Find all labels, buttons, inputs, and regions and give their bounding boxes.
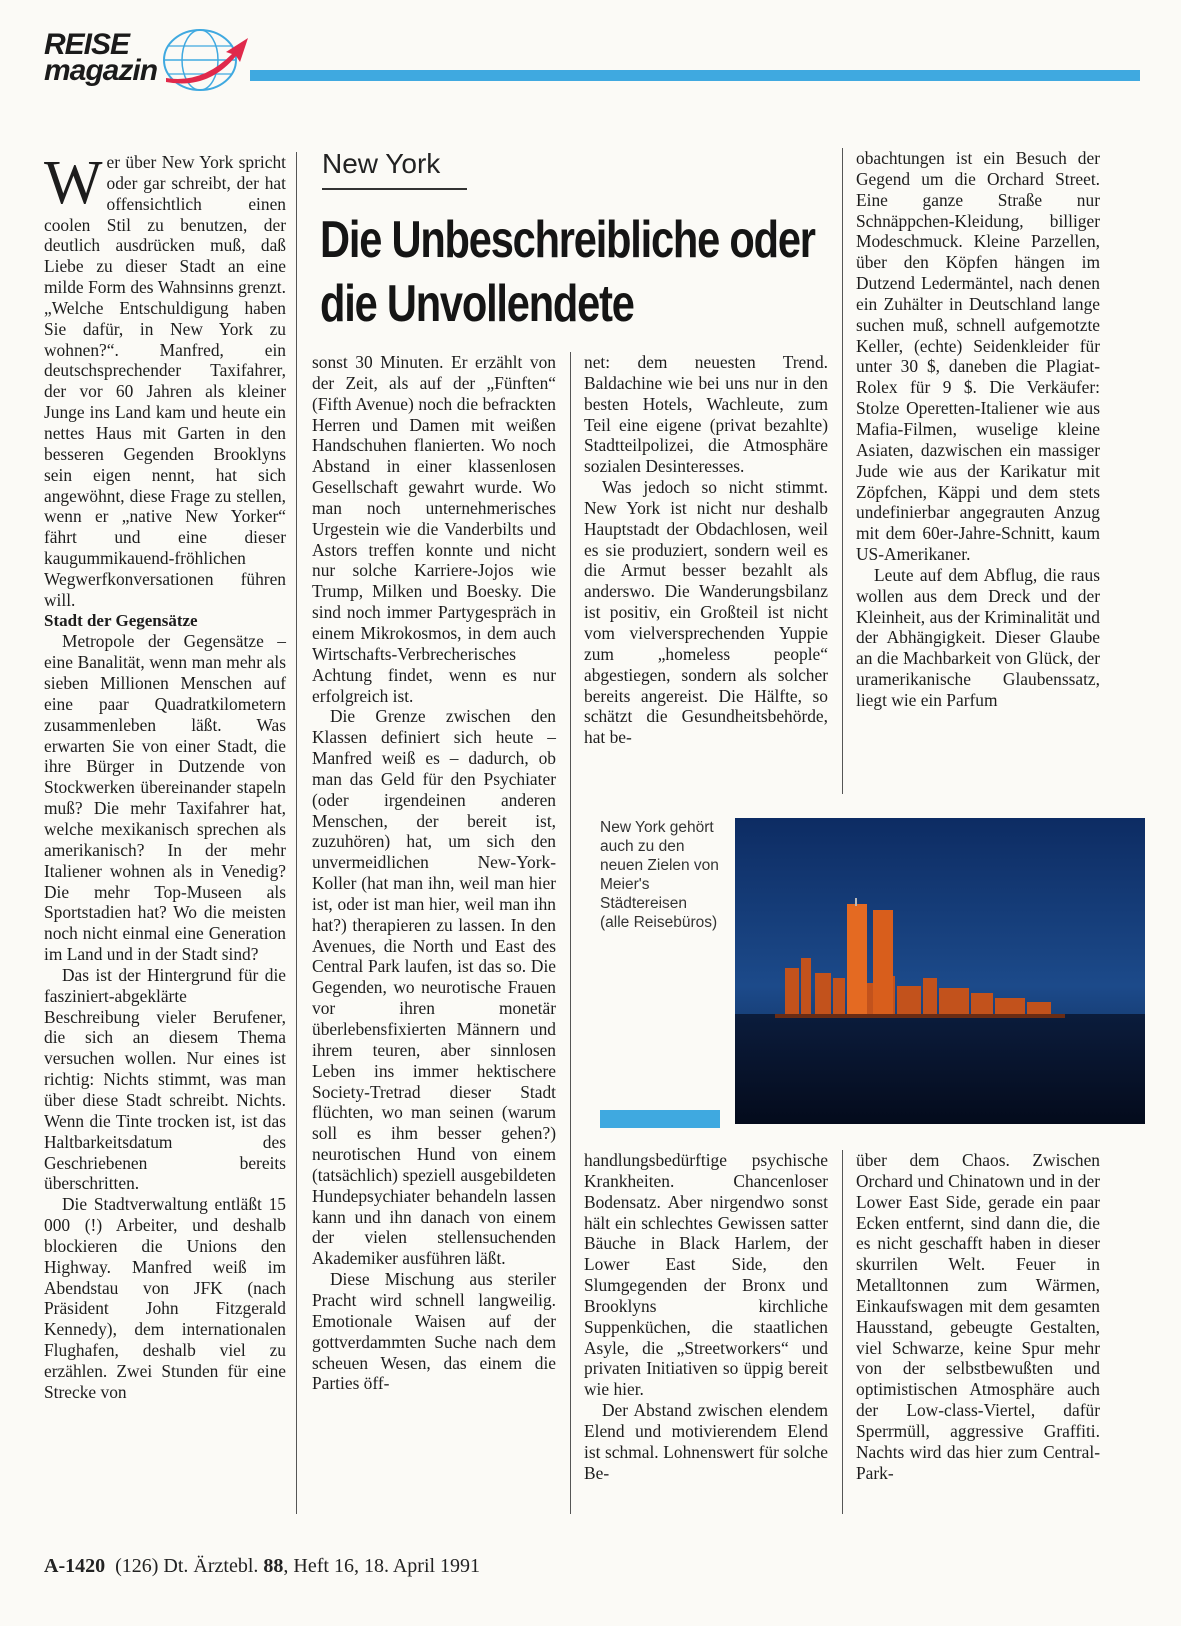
page-footer	[44, 1555, 480, 1578]
paragraph: Die Stadtverwaltung entläßt 15 000 (!) Arbeiter, und deshalb blockieren die Unions den Highway. Manfred weiß im Abendstau von JFK (nach Präsident John Fitzgerald Kennedy), dem internationalen Flughafen, deshalb viel zu erzählen. Zwei Stunden für eine Strecke von	[44, 1194, 286, 1402]
paragraph: Was jedoch so nicht stimmt. New York ist nicht nur deshalb Hauptstadt der Obdachlosen, weil es sie produziert, sondern weil es die Armut besser bezahlt als anderswo. Die Wanderungsbilanz ist positiv, ein Großteil ist nicht vom vielversprechenden Yuppie zum „homeless people“ abgestiegen, sondern als solcher bereits angereist. Die Hälfte, so schätzt die Gesundheitsbehörde, hat be-	[584, 477, 828, 748]
drop-cap: W	[44, 149, 103, 217]
paragraph: Metropole der Gegensätze – eine Banalität, wenn man mehr als sieben Millionen Menschen auf eine paar Quadratkilometern zusammenleben läßt. Was erwarten Sie von einer Stadt, die ihre Bürger in Dutzende von Stockwerken übereinander stapeln muß? Die mehr Taxifahrer hat, welche mexikanisch sprechen als amerikanisch? In der mehr Italiener wohnen als in Venedig? Die mehr Top-Museen als Sportstadien hat? Wo die meisten noch nicht einmal eine Generation im Land und in der Stadt sind?	[44, 631, 286, 965]
paragraph: Der Abstand zwischen elendem Elend und motivierendem Elend ist schmal. Lohnenswert für solche Be-	[584, 1400, 828, 1483]
footer-issue: , Heft 16, 18. April 1991	[283, 1555, 481, 1577]
column-divider	[296, 152, 297, 1514]
intro-paragraph: Wer über New York spricht oder gar schreibt, der hat offensichtlich einen coolen Stil zu benutzen, der deutlich ausdrücken muß, daß Liebe zu dieser Stadt an eine milde Form des Wahnsinns grenzt. „Welche Entschuldigung haben Sie dafür, in New York zu wohnen?“. Manfred, ein deutschsprechender Taxifahrer, der vor 60 Jahren als kleiner Junge ins Land kam und heute ein nettes Haus mit Garten in den besseren Gegenden Brooklyns sein eigen nennt, hat sich angewöhnt, diese Frage zu stellen, wenn er „native New Yorker“ fährt und eine dieser kaugummikauend-fröhlichen Wegwerfkonversationen führen will.	[44, 149, 286, 610]
kicker-underline	[322, 188, 467, 190]
caption-bar	[600, 1110, 720, 1128]
footer-journal: (126) Dt. Ärztebl.	[115, 1555, 259, 1577]
paragraph: Leute auf dem Abflug, die raus wollen aus dem Dreck und der Kleinheit, aus der Kriminalität und der Abhängigkeit. Dieser Glaube an die Machbarkeit von Glück, der uramerikanische Glaubenssatz, liegt wie ein Parfum	[856, 564, 1100, 710]
photo-caption: New York gehört auch zu den neuen Zielen von Meier's Städtereisen (alle Reisebüros)	[600, 819, 719, 931]
paragraph: über dem Chaos. Zwischen Orchard und Chinatown und in der Lower East Side, gerade ein paar Ecken entfernt, sind dann die, die es nicht geschafft haben in dieser skurrilen Welt. Feuer in Metalltonnen zum Wärmen, Einkaufswagen mit dem gesamten Hausstand, gebeugte Gestalten, viel Schwarze, keine Spur mehr von der selbstbewußten und optimistischen Atmosphäre auch der Low-class-Viertel, dafür Sperrmüll, aggressive Graffiti. Nachts wird das hier zum Central-Park-	[856, 1150, 1100, 1483]
logo-line-2: magazin	[44, 54, 158, 87]
footer-volume: 88	[263, 1555, 284, 1577]
paragraph: handlungsbedürftige psychische Krankheiten. Chancenloser Bodensatz. Aber nirgendwo sonst hält ein schlechtes Gewissen satter Bäuche in Black Harlem, der Lower East Side, den Slumgegenden der Bronx und Brooklyns kirchliche Suppenküchen, die staatlichen Asyle, die „Streetworkers“ und privaten Initiativen so üppig bereit wie hier.	[584, 1150, 828, 1400]
column-2	[312, 352, 556, 1394]
column-3-top	[584, 352, 828, 748]
logo-line-1: REISE	[44, 28, 130, 61]
globe-icon	[152, 24, 262, 96]
reise-magazin-logo	[44, 24, 259, 96]
new-york-skyline-photo	[735, 818, 1145, 1124]
paragraph: Das ist der Hintergrund für die fasziniert-abgeklärte Beschreibung vieler Berufener, die sich an diesem Thema versuchen wollen. Nur eines ist richtig: Nichts stimmt, was man über diese Stadt schreibt. Nichts. Wenn die Tinte trocken ist, ist das Haltbarkeitsdatum des Geschriebenen bereits überschritten.	[44, 964, 286, 1194]
paragraph: sonst 30 Minuten. Er erzählt von der Zeit, als auf der „Fünften“ (Fifth Avenue) noch die befrackten Herren und Damen mit weißen Handschuhen flanierten. Wo noch Abstand in einer klassenlosen Gesellschaft gewahrt wurde. Wo man noch unternehmerisches Urgestein wie die Vanderbilts und Astors treffen konnte und nicht nur solche Karriere-Jojos wie Trump, Milken und Boesky. Die sind noch immer Partygespräch in einem Mikrokosmos, in dem auch Wirtschafts-Verbrecherisches Achtung findet, wenn es nur erfolgreich ist.	[312, 352, 556, 706]
paragraph: Die Grenze zwischen den Klassen definiert sich heute – Manfred weiß es – dadurch, ob man das Geld für den Psychiater (oder irgendeinen anderen Menschen, der bereit ist, zuzuhören) hat, um sich den unvermeidlichen New-York-Koller (hat man ihn, weil man hier ist, oder ist man hier, weil man ihn hat?) therapieren zu lassen. In den Avenues, die North und East des Central Park laufen, ist das so. Die Gegenden, wo neurotische Frauen vor ihren monetär überlebensfixierten Männern und ihrem teuren, aber sinnlosen Leben ins immer hektischere Society-Tretrad dieser Stadt flüchten, wo man seinen (warum soll es ihm besser gehen?) neurotischen Hund von einem (tatsächlich) speziell ausgebildeten Hundepsychiater behandeln lassen kann und ihn danach von einem der vielen stellensuchenden Akademiker ausführen läßt.	[312, 706, 556, 1269]
column-1	[44, 149, 286, 1403]
article-kicker: New York	[322, 148, 441, 179]
column-divider	[842, 1150, 843, 1514]
paragraph: net: dem neuesten Trend. Baldachine wie bei uns nur in den besten Hotels, Wachleute, zum Teil eine eigene (privat bezahlte) Stadtteilpolizei, die Atmosphäre sozialen Desinteresses.	[584, 352, 828, 477]
page-number: A-1420	[44, 1555, 106, 1577]
paragraph: obachtungen ist ein Besuch der Gegend um die Orchard Street. Eine ganze Straße nur Schnäppchen-Kleidung, billiger Modeschmuck. Kleine Parzellen, über den Köpfen hängen im Dutzend Ledermäntel, nach denen ein Zuhälter in Deutschland lange suchen muß, schnell aufgemotzte Keller, (echte) Seidenkleider für unter 30 $, daneben die Plagiat-Rolex für 9 $. Die Verkäufer: Stolze Operetten-Italiener wie aus Mafia-Filmen, wuselige kleine Asiaten, dazwischen ein massiger Jude wie aus der Karikatur mit Zöpfchen, Käppi und dem stets undefinierbar angegrauten Anzug mit dem 60er-Jahre-Schnitt, kaum US-Amerikaner.	[856, 148, 1100, 565]
subheading: Stadt der Gegensätze	[44, 610, 198, 630]
column-4-bottom	[856, 1150, 1100, 1484]
column-divider	[842, 148, 843, 794]
article-headline: Die Unbeschreibliche oder die Unvollendete	[320, 211, 815, 333]
column-divider	[570, 352, 571, 1514]
paragraph: Diese Mischung aus steriler Pracht wird schnell langweilig. Emotionale Waisen auf der gottverdammten Suche nach dem scheuen Wesen, das einem die Parties öff-	[312, 1269, 556, 1394]
header-rule	[250, 70, 1140, 81]
column-4-top	[856, 148, 1100, 711]
column-3-bottom	[584, 1150, 828, 1484]
